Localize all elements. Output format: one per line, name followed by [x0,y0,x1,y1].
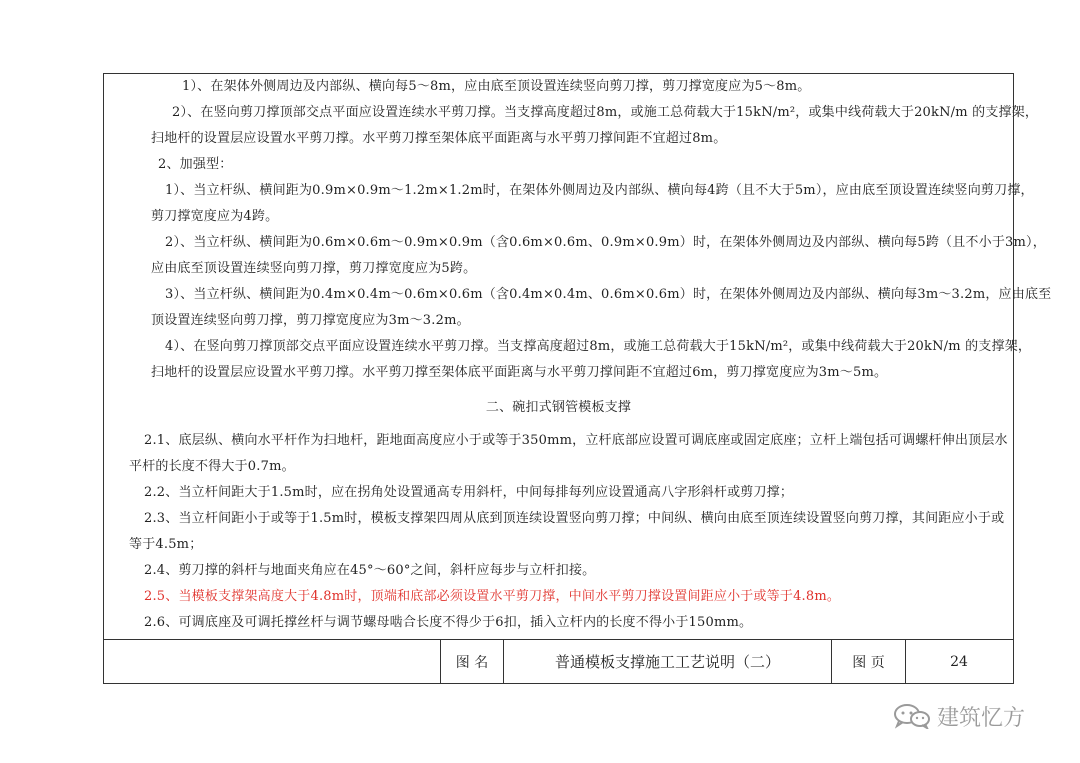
r4-line1: 4）、在竖向剪刀撑顶部交点平面应设置连续水平剪刀撑。当支撑高度超过8m，或施工总荷载大于15kN/m²，或集中线荷载大于20kN/m 的支撑架， [165,339,1032,354]
r1-line1: 1）、当立杆纵、横间距为0.9m×0.9m～1.2m×1.2m时，在架体外侧周边及内部纵、横向每4跨（且不大于5m），应由底至顶设置连续竖向剪刀撑， [165,183,1034,198]
heading-reinforced: 2、加强型： [158,157,233,172]
p22: 2.2、当立杆间距大于1.5m时，应在拐角处设置通高专用斜杆，中间每排每列应设置通高八字形斜杆或剪刀撑； [144,485,794,500]
watermark [893,700,1025,732]
wechat-icon [893,703,931,729]
p23-line1: 2.3、当立杆间距小于或等于1.5m时，模板支撑架四周从底到顶连续设置竖向剪刀撑；中间纵、横向由底至顶连续设置竖向剪刀撑，其间距应小于或 [144,511,1005,526]
r1-line2: 剪刀撑宽度应为4跨。 [151,209,279,224]
drawing-frame [103,73,1052,684]
p25 [144,589,840,605]
label-drawing-name: 图 名 [455,654,489,671]
p26: 2.6、可调底座及可调托撑丝杆与调节螺母啮合长度不得少于6扣，插入立杆内的长度不得小于150mm。 [144,615,753,630]
title-block [104,640,1013,683]
p23-line2: 等于4.5m； [129,537,203,552]
page-number: 24 [950,653,968,670]
r2-line2: 应由底至顶设置连续竖向剪刀撑，剪刀撑宽度应为5跨。 [151,261,477,276]
p25-prefix: 2.5、 [144,589,179,604]
r3-line2: 顶设置连续竖向剪刀撑，剪刀撑宽度应为3m～3.2m。 [151,313,470,328]
s1-item2-line1: 2）、在竖向剪刀撑顶部交点平面应设置连续水平剪刀撑。当支撑高度超过8m，或施工总荷载大于15kN/m²，或集中线荷载大于20kN/m 的支撑架， [172,105,1039,120]
s1-item1: 1）、在架体外侧周边及内部纵、横向每5～8m，应由底至顶设置连续竖向剪刀撑，剪刀撑宽度应为5～8m。 [182,79,811,94]
p24: 2.4、剪刀撑的斜杆与地面夹角应在45°～60°之间，斜杆应每步与立杆扣接。 [144,563,596,578]
drawing-title: 普通模板支撑施工工艺说明（二） [554,653,780,671]
r2-line1: 2）、当立杆纵、横间距为0.6m×0.6m～0.9m×0.9m（含0.6m×0.6m、0.9m×0.9m）时，在架体外侧周边及内部纵、横向每5跨（且不小于3m）， [165,235,1046,250]
p21-line2: 平杆的长度不得大于0.7m。 [129,459,295,474]
s1-item2-line2: 扫地杆的设置层应设置水平剪刀撑。水平剪刀撑至架体底平面距离与水平剪刀撑间距不宜超过8m。 [151,131,727,146]
r3-line1: 3）、当立杆纵、横间距为0.4m×0.4m～0.6m×0.6m（含0.4m×0.4m、0.6m×0.6m）时，在架体外侧周边及内部纵、横向每3m～3.2m，应由底至 [165,287,1052,302]
p25-red-text: 当模板支撑架高度大于4.8m时，顶端和底部必须设置水平剪刀撑，中间水平剪刀撑设置间距应小于或等于4.8m。 [178,589,841,604]
p21-line1: 2.1、底层纵、横向水平杆作为扫地杆，距地面高度应小于或等于350mm，立杆底部应设置可调底座或固定底座；立杆上端包括可调螺杆伸出顶层水 [144,433,1008,448]
watermark-text: 建筑忆方 [937,705,1026,731]
section2-title: 二、碗扣式钢管模板支撑 [485,400,632,415]
content-area [104,74,1052,640]
r4-line2: 扫地杆的设置层应设置水平剪刀撑。水平剪刀撑至架体底平面距离与水平剪刀撑间距不宜超过6m，剪刀撑宽度应为3m～5m。 [151,365,888,380]
label-page: 图 页 [852,654,885,671]
